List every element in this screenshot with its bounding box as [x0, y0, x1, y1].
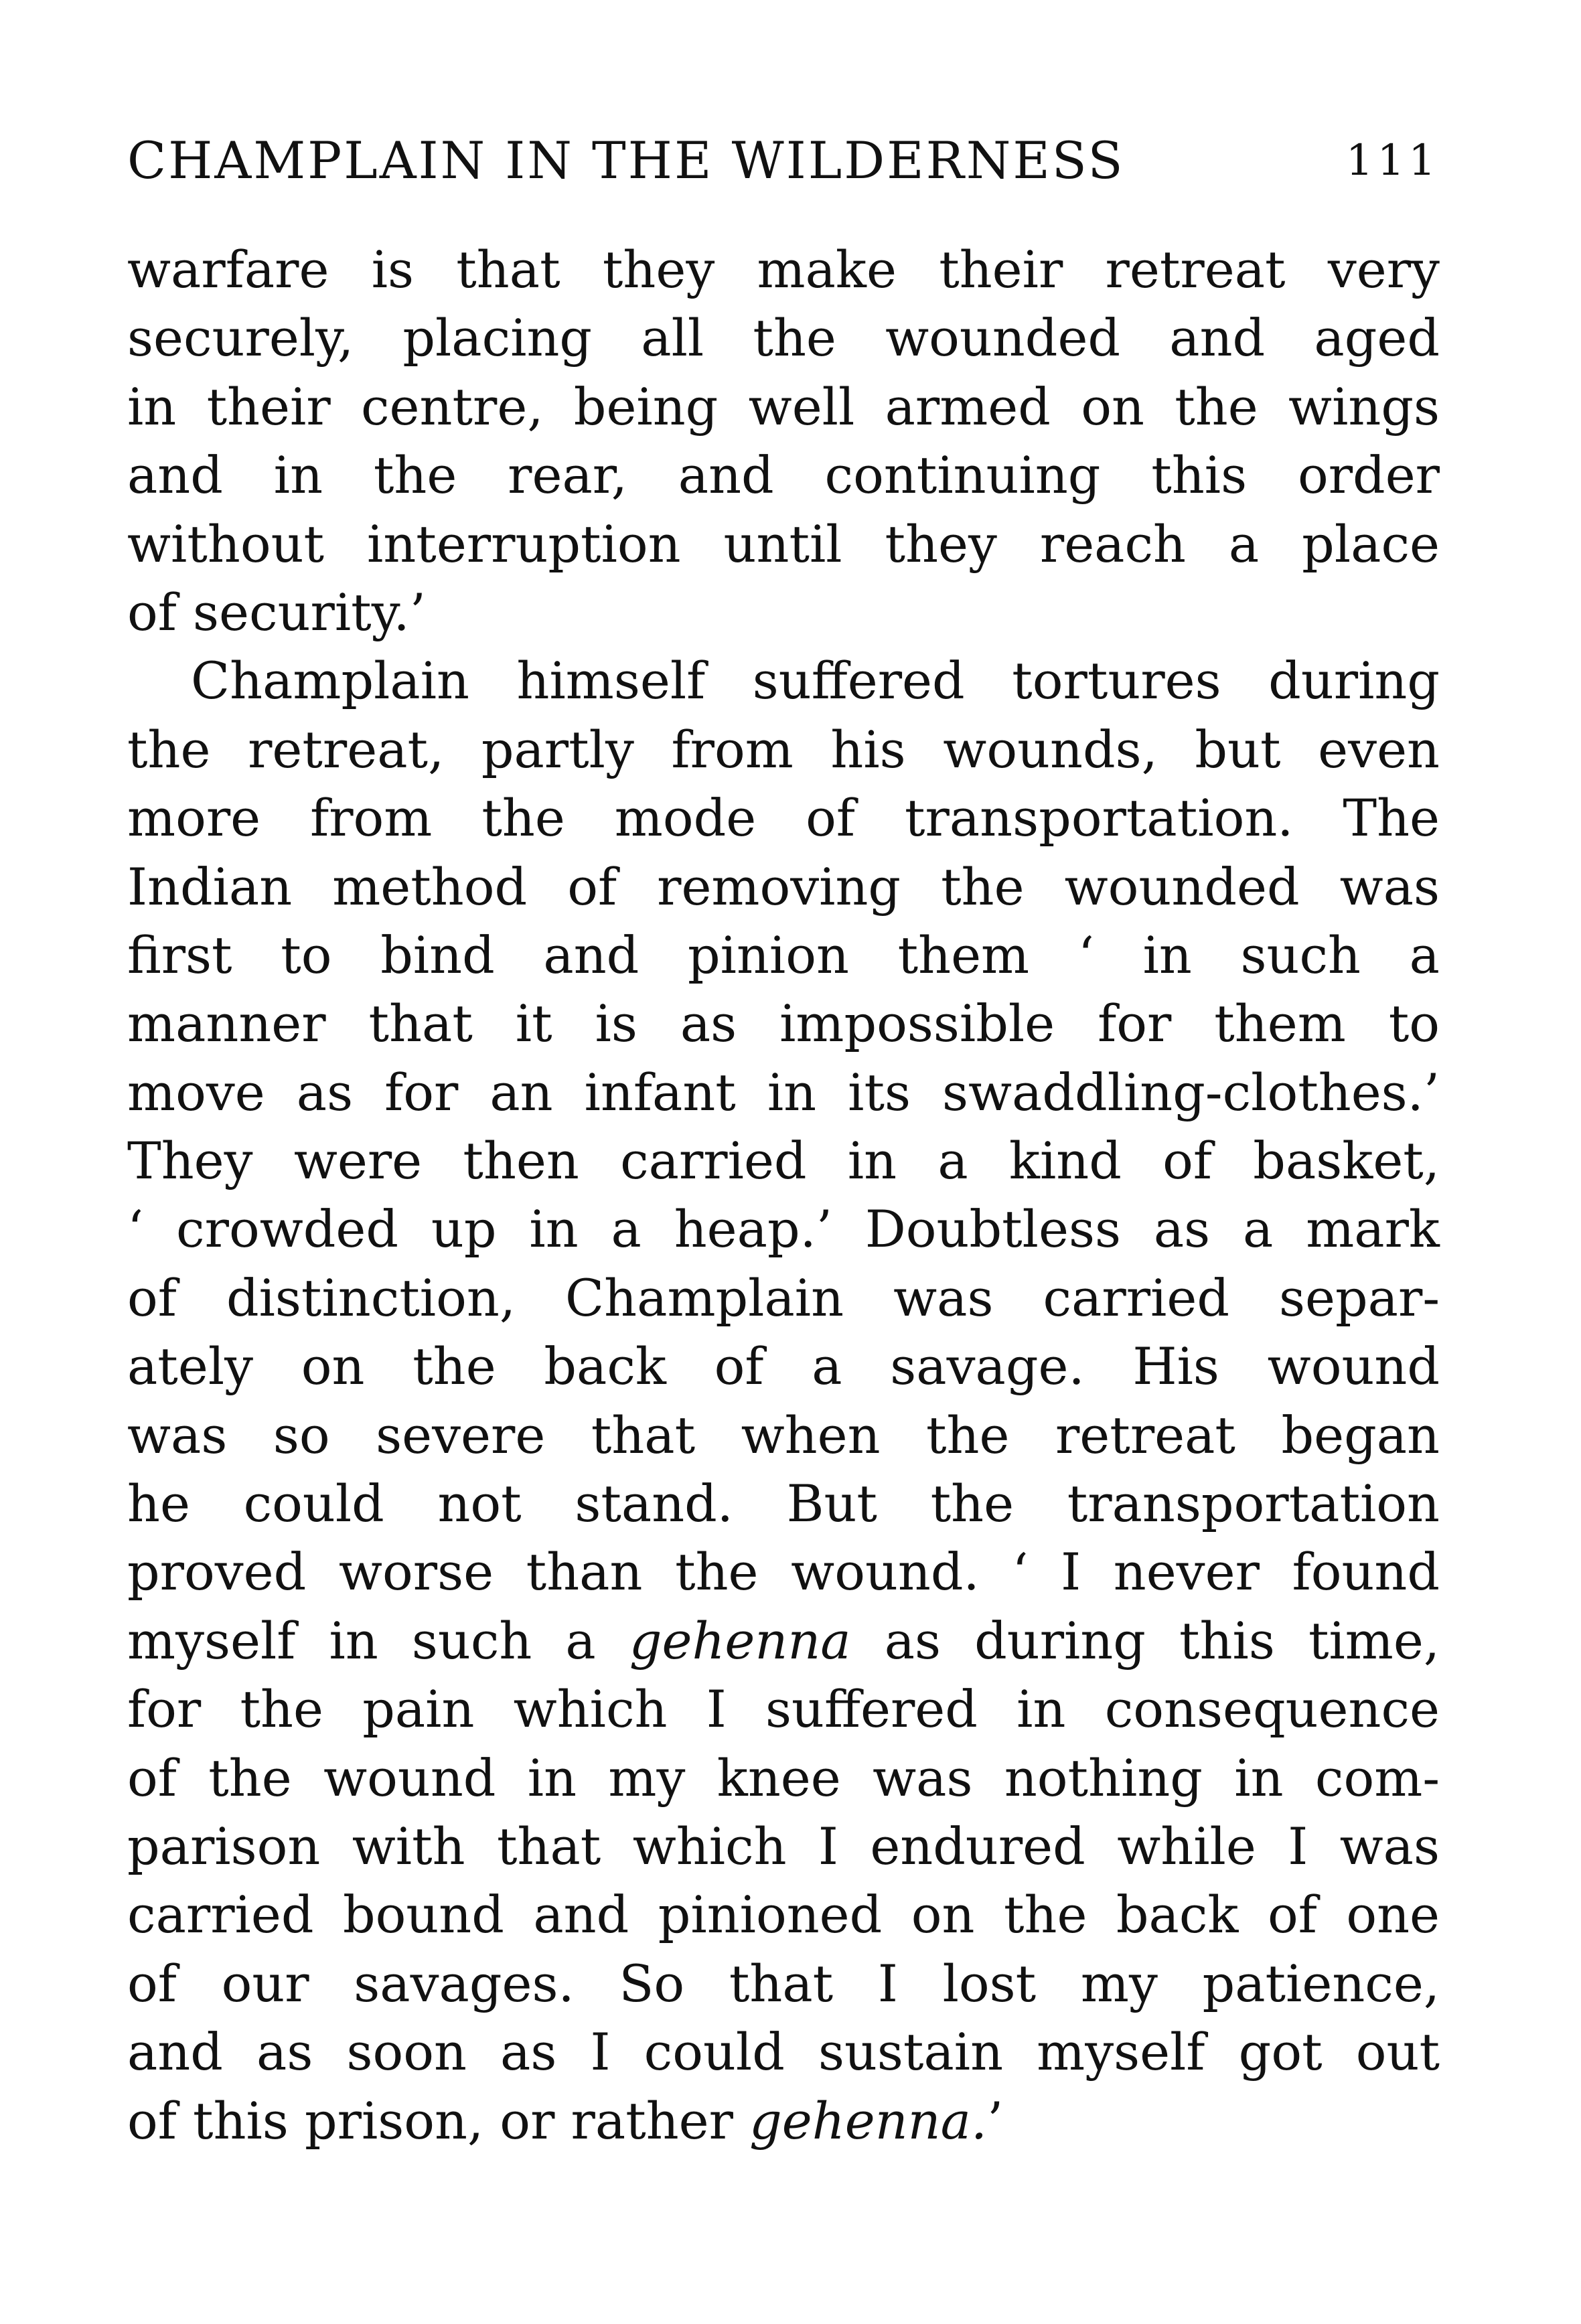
text-span: myself in such a	[127, 1610, 629, 1671]
running-title: CHAMPLAIN IN THE WILDERNESS	[127, 131, 1125, 190]
text-line: Indian method of removing the wounded was	[127, 856, 1440, 917]
text-line: in their centre, being well armed on the wings	[127, 376, 1440, 437]
text-line: more from the mode of transportation. The	[127, 788, 1440, 848]
paragraph-first-line: Champlain himself suffered tortures during	[191, 651, 1440, 711]
text-span: as during this time,	[850, 1610, 1440, 1671]
text-line: parison with that which I endured while I was	[127, 1816, 1440, 1876]
text-line: without interruption until they reach a place	[127, 514, 1440, 574]
text-line: he could not stand. But the transportation	[127, 1474, 1440, 1534]
text-line: move as for an infant in its swaddling-clothes.’	[127, 1062, 1440, 1122]
text-line	[127, 2087, 1440, 2155]
running-head	[127, 124, 1440, 198]
text-line: ‘ crowded up in a heap.’ Doubtless as a mark	[127, 1199, 1440, 1259]
body-text	[127, 236, 1440, 2155]
text-line: carried bound and pinioned on the back of one	[127, 1885, 1440, 1945]
text-line: first to bind and pinion them ‘ in such a	[127, 925, 1440, 985]
text-line: and in the rear, and continuing this order	[127, 445, 1440, 506]
text-span: ’	[987, 2090, 1004, 2151]
text-line: of the wound in my knee was nothing in com-	[127, 1748, 1440, 1808]
italic-word: gehenna.	[749, 2090, 988, 2151]
text-line	[127, 1607, 1440, 1675]
text-line: ately on the back of a savage. His wound	[127, 1336, 1440, 1397]
text-line: of distinction, Champlain was carried separ-	[127, 1267, 1440, 1328]
text-line: and as soon as I could sustain myself got out	[127, 2022, 1440, 2082]
text-line: the retreat, partly from his wounds, but even	[127, 719, 1440, 779]
text-line: of our savages. So that I lost my patience,	[127, 1953, 1440, 2013]
text-line: of security.’	[127, 582, 426, 642]
text-line: was so severe that when the retreat began	[127, 1405, 1440, 1465]
text-line: warfare is that they make their retreat very	[127, 240, 1440, 299]
text-line: for the pain which I suffered in consequence	[127, 1679, 1440, 1739]
text-line: securely, placing all the wounded and aged	[127, 308, 1440, 368]
text-line: They were then carried in a kind of basket,	[127, 1131, 1440, 1191]
page-number: 111	[1345, 136, 1440, 185]
text-line: manner that it is as impossible for them to	[127, 994, 1440, 1054]
text-line: proved worse than the wound. ‘ I never found	[127, 1542, 1440, 1602]
text-span: of this prison, or rather	[127, 2090, 750, 2151]
italic-word: gehenna	[629, 1610, 851, 1671]
